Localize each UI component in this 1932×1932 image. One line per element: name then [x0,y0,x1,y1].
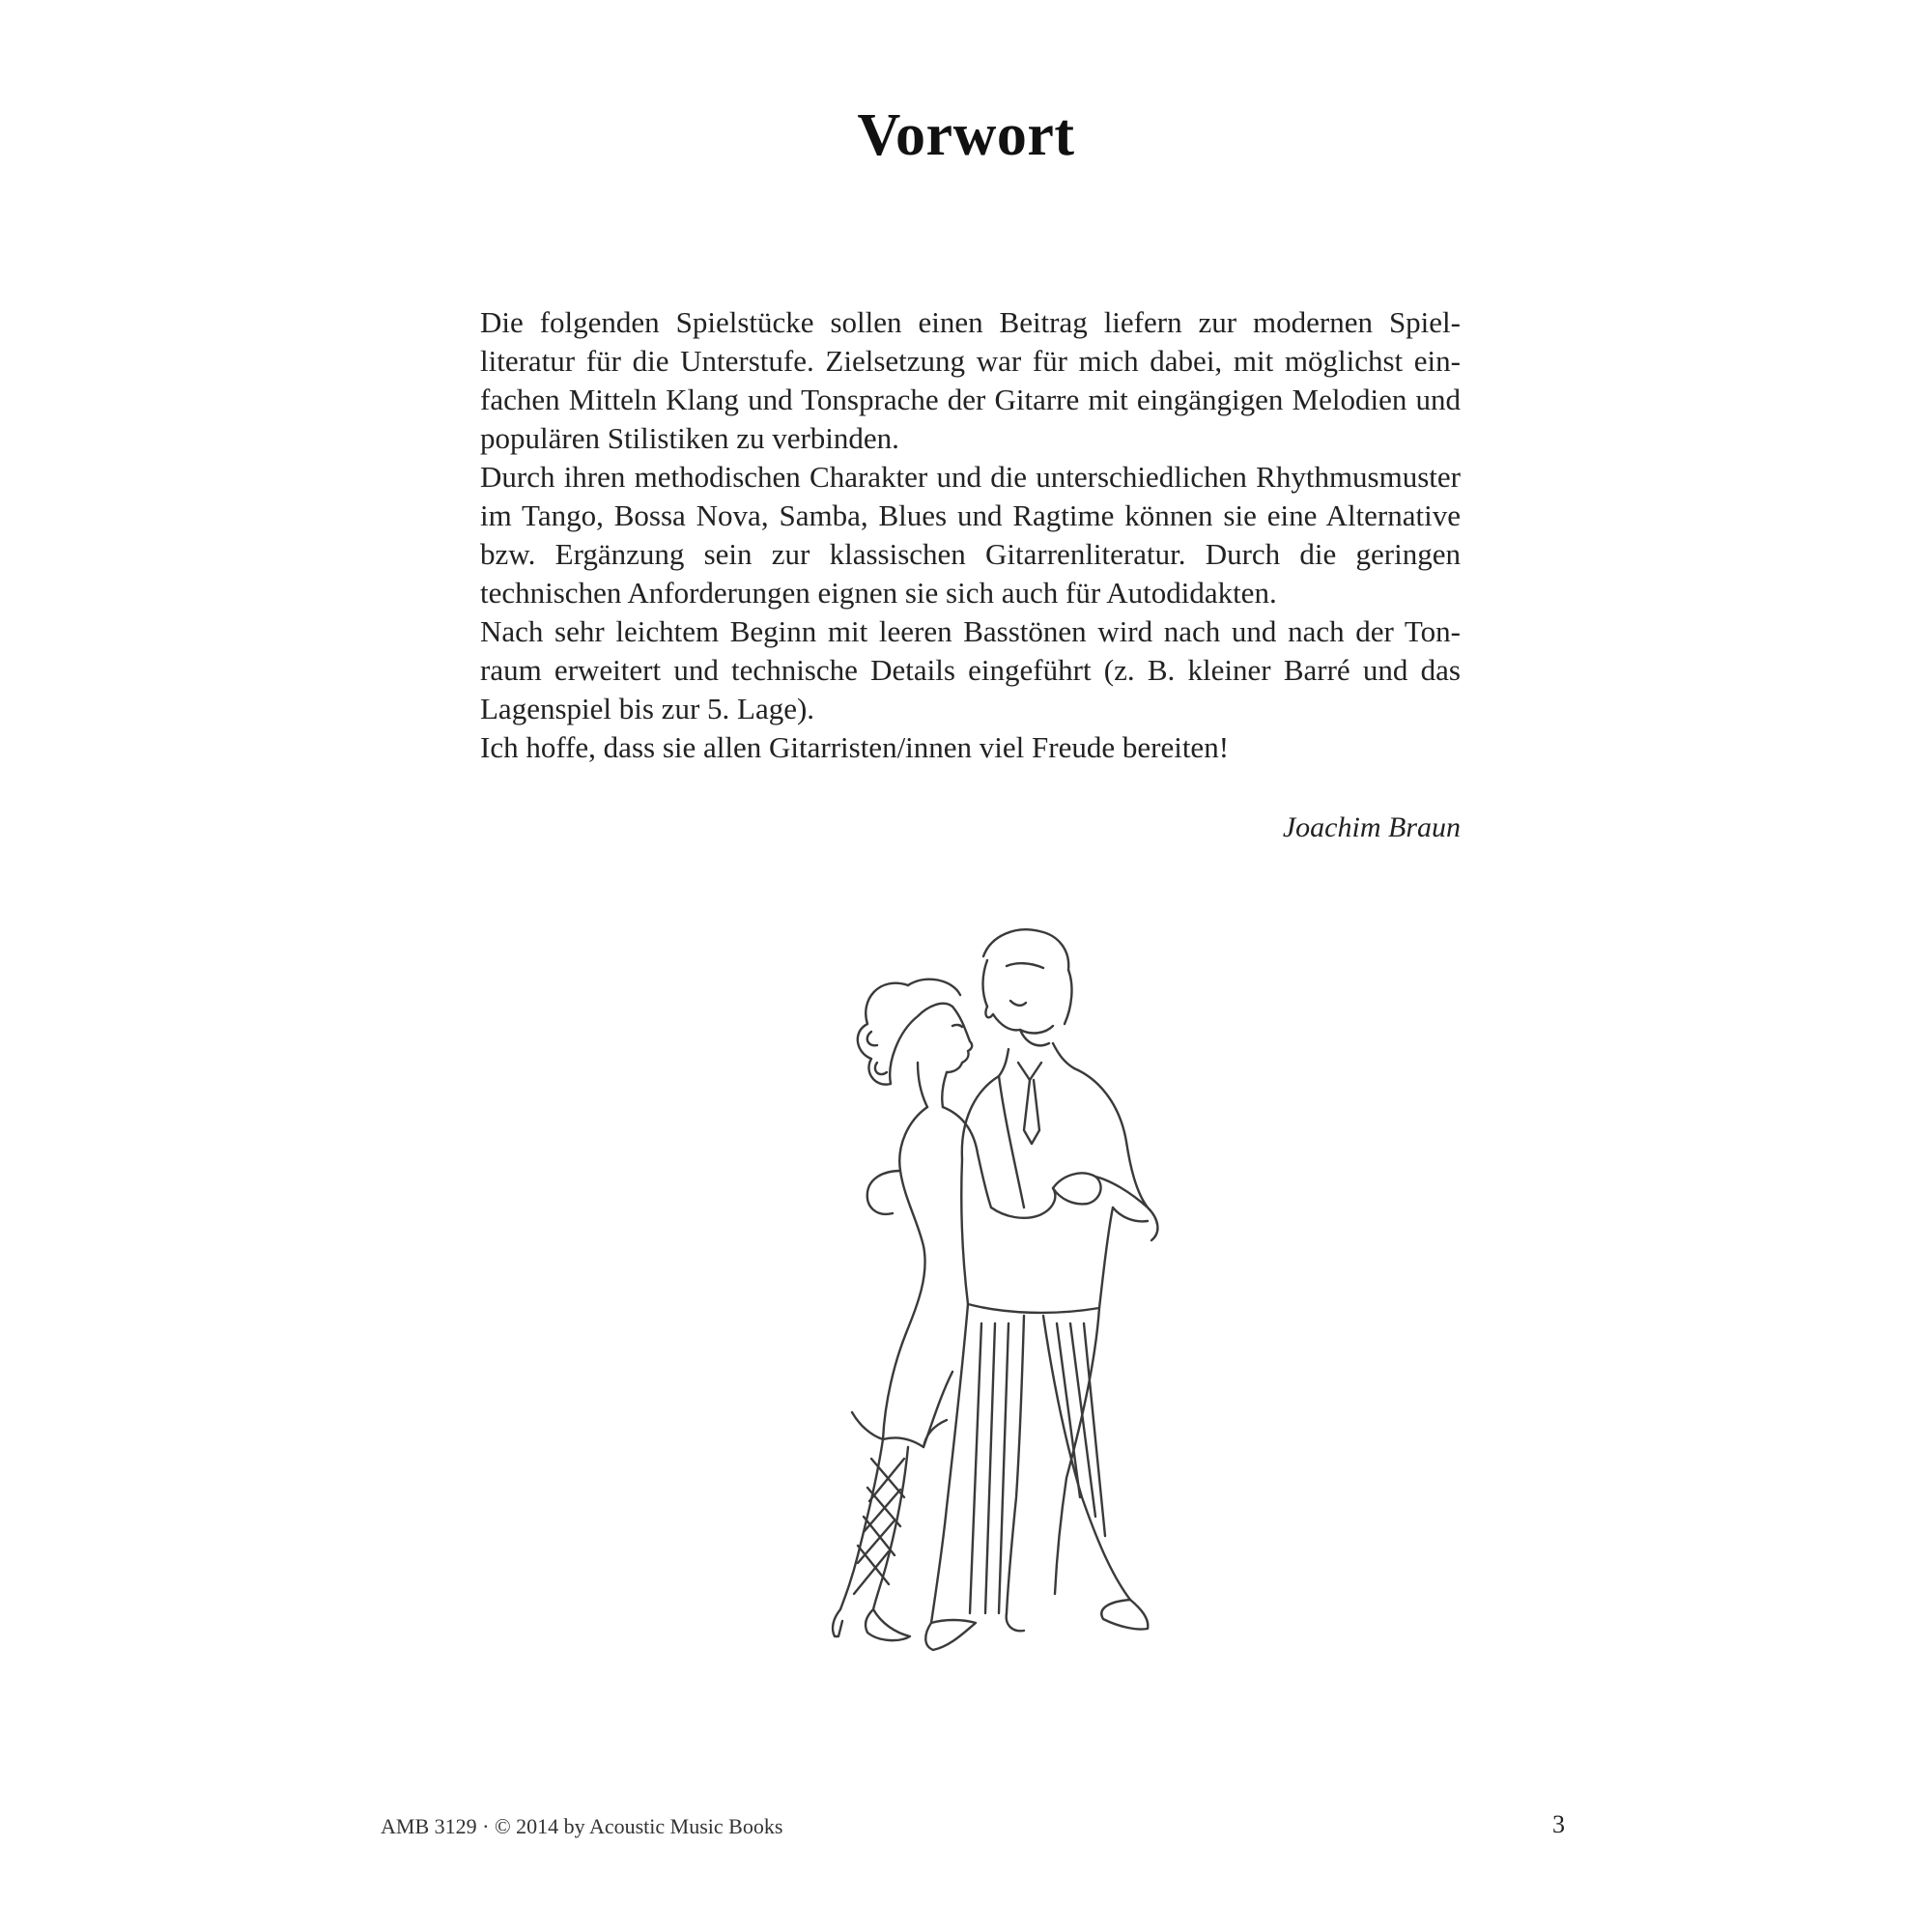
tango-dancers-drawing-icon [763,918,1208,1671]
page-title: Vorwort [857,102,1075,168]
foreword-body [480,303,1461,767]
paragraph-1: Die folgenden Spielstücke sollen einen Beitrag liefern zur modernen Spielliteratur für die Unterstufe. Zielsetzung war für mich dabei, mit möglichst einfachen Mitteln Klang und Tonsprache der Gitarre mit eingängigen Melodien und populären Stilistiken zu verbinden. [480,305,1461,455]
paragraph-4: Ich hoffe, dass sie allen Gitarristen/innen viel Freude bereiten! [480,730,1230,764]
author-signature: Joachim Braun [1282,811,1461,843]
paragraph-3: Nach sehr leichtem Beginn mit leeren Basstönen wird nach und nach der Tonraum erweitert und technische Details eingeführt (z. B. kleiner Barré und das Lagenspiel bis zur 5. Lage). [480,614,1461,725]
paragraph-2: Durch ihren methodischen Charakter und die unterschiedlichen Rhythmusmuster im Tango, Bossa Nova, Samba, Blues und Ragtime können sie eine Alternative bzw. Ergänzung sein zur klassischen Gitarrenliteratur. Durch die geringen technischen Anforderungen eignen sie sich auch für Autodidakten. [480,460,1461,610]
footer-copyright: AMB 3129 · © 2014 by Acoustic Music Books [381,1814,783,1838]
page-number: 3 [1552,1810,1565,1838]
